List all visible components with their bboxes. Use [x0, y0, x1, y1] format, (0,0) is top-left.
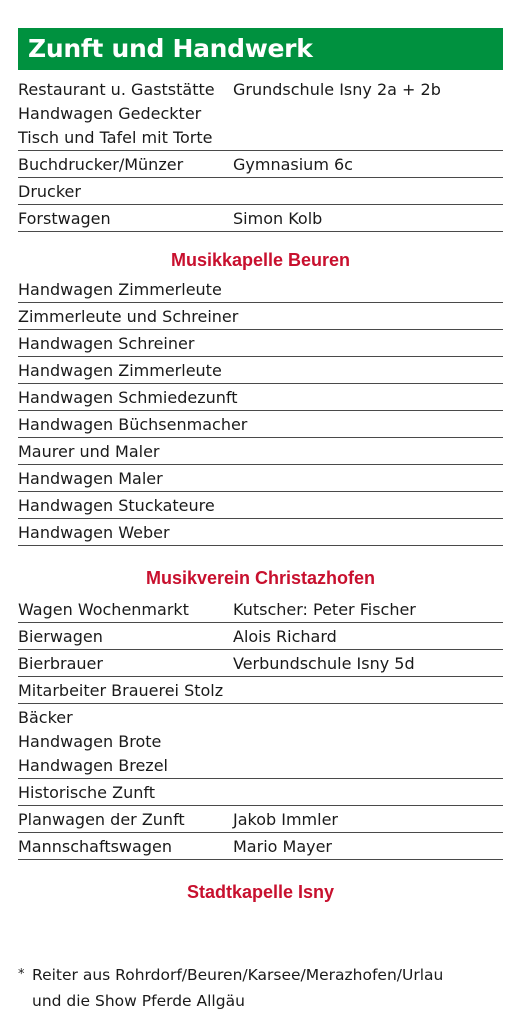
entry-participant: Simon Kolb	[233, 209, 323, 228]
entry-name	[18, 78, 233, 150]
section-title: Zunft und Handwerk	[18, 28, 503, 70]
entry-participant	[233, 180, 503, 204]
list-row	[18, 623, 503, 650]
entry-name-line: Historische Zunft	[18, 783, 155, 802]
list-row	[18, 330, 503, 357]
entry-participant	[233, 413, 503, 437]
entry-name	[18, 207, 233, 231]
entry-name-line: Restaurant u. Gaststätte	[18, 80, 215, 99]
entry-name-line: Handwagen Stuckateure	[18, 496, 215, 515]
entry-participant: Gymnasium 6c	[233, 155, 353, 174]
entry-name	[18, 332, 233, 356]
entry-name-line: Tisch und Tafel mit Torte	[18, 128, 213, 147]
footnote-marker: *	[18, 967, 25, 982]
band-heading-christazhofen: Musikverein Christazhofen	[145, 568, 376, 588]
entry-name	[18, 153, 233, 177]
entry-participant	[233, 305, 503, 329]
entry-participant	[233, 386, 503, 410]
entry-name	[18, 781, 233, 805]
entry-participant: Verbundschule Isny 5d	[233, 654, 415, 673]
entry-name-line: Bäcker	[18, 708, 73, 727]
entry-name-line: Mitarbeiter Brauerei Stolz	[18, 681, 224, 700]
list-row	[18, 596, 503, 623]
entry-name	[18, 305, 239, 329]
entry-participant	[233, 332, 503, 356]
entry-name-line: Wagen Wochenmarkt	[18, 600, 189, 619]
list-group-christazhofen	[18, 596, 503, 860]
entry-participant	[233, 679, 503, 703]
list-row	[18, 438, 503, 465]
entry-name	[18, 278, 233, 302]
list-row	[18, 492, 503, 519]
list-row	[18, 650, 503, 677]
list-row	[18, 704, 503, 779]
list-row	[18, 205, 503, 232]
list-row	[18, 151, 503, 178]
entry-name	[18, 652, 233, 676]
entry-name	[18, 835, 233, 859]
entry-name-line: Bierbrauer	[18, 654, 103, 673]
list-row	[18, 833, 503, 860]
entry-name-line: Handwagen Büchsenmacher	[18, 415, 248, 434]
entry-name-line: Forstwagen	[18, 209, 111, 228]
entry-name-line: Handwagen Zimmerleute	[18, 280, 222, 299]
entry-name	[18, 706, 233, 778]
list-row	[18, 806, 503, 833]
entry-participant: Jakob Immler	[233, 810, 339, 829]
entry-name-line: Mannschaftswagen	[18, 837, 172, 856]
entry-name-line: Handwagen Maler	[18, 469, 163, 488]
entry-participant	[233, 781, 503, 805]
list-row	[18, 384, 503, 411]
list-row	[18, 76, 503, 151]
entry-participant: Mario Mayer	[233, 837, 333, 856]
entry-name-line: Handwagen Schmiedezunft	[18, 388, 238, 407]
entry-name	[18, 413, 248, 437]
entry-participant	[233, 359, 503, 383]
entry-name	[18, 679, 233, 703]
entry-name-line: Handwagen Brote	[18, 732, 162, 751]
band-heading-stadtkapelle: Stadtkapelle Isny	[186, 882, 335, 902]
list-row	[18, 178, 503, 205]
list-row	[18, 677, 503, 704]
entry-participant	[233, 494, 503, 518]
entry-participant: Kutscher: Peter Fischer	[233, 600, 416, 619]
list-row	[18, 357, 503, 384]
entry-participant: Grundschule Isny 2a + 2b	[233, 80, 441, 99]
entry-name	[18, 359, 233, 383]
list-row	[18, 411, 503, 438]
entry-name-line: Zimmerleute und Schreiner	[18, 307, 239, 326]
entry-name-line: Maurer und Maler	[18, 442, 160, 461]
entry-name-line: Drucker	[18, 182, 81, 201]
entry-name-line: Handwagen Brezel	[18, 756, 168, 775]
entry-name	[18, 598, 233, 622]
entry-name-line: Planwagen der Zunft	[18, 810, 185, 829]
entry-name	[18, 180, 233, 204]
entry-participant	[233, 706, 503, 778]
list-group-zunft	[18, 76, 503, 232]
entry-name-line: Bierwagen	[18, 627, 103, 646]
entry-name	[18, 494, 233, 518]
list-row	[18, 303, 503, 330]
band-heading-beuren: Musikkapelle Beuren	[170, 250, 351, 270]
entry-name-line: Handwagen Zimmerleute	[18, 361, 222, 380]
entry-name	[18, 521, 233, 545]
entry-name	[18, 467, 233, 491]
entry-name-line: Handwagen Gedeckter	[18, 104, 202, 123]
list-group-beuren	[18, 276, 503, 546]
entry-name	[18, 386, 238, 410]
entry-participant	[233, 278, 503, 302]
footnote-line: und die Show Pferde Allgäu	[32, 992, 245, 1010]
entry-participant: Alois Richard	[233, 627, 337, 646]
entry-name	[18, 808, 233, 832]
entry-participant	[233, 440, 503, 464]
entry-name	[18, 440, 233, 464]
entry-name-line: Handwagen Weber	[18, 523, 170, 542]
entry-participant	[233, 521, 503, 545]
footnote-line: Reiter aus Rohrdorf/Beuren/Karsee/Merazhofen/Urlau	[32, 966, 444, 984]
list-row	[18, 276, 503, 303]
list-row	[18, 779, 503, 806]
entry-name-line: Buchdrucker/Münzer	[18, 155, 184, 174]
list-row	[18, 465, 503, 492]
entry-participant	[233, 467, 503, 491]
footnote	[18, 962, 508, 1014]
entry-name	[18, 625, 233, 649]
entry-name-line: Handwagen Schreiner	[18, 334, 195, 353]
footnote-text	[32, 962, 443, 1014]
list-row	[18, 519, 503, 546]
